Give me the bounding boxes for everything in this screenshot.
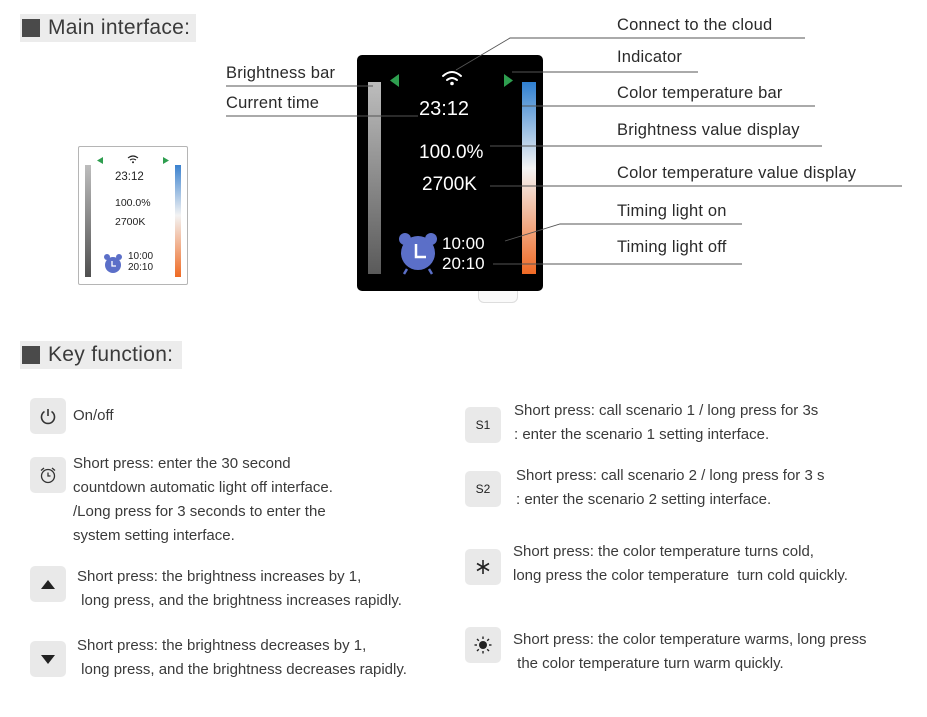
s2-key[interactable] (465, 471, 501, 507)
desc-line: Short press: the color temperature turns cold, (513, 543, 814, 560)
color-warm-key[interactable] (465, 627, 501, 663)
callout-color-temp-bar: Color temperature bar (617, 84, 783, 102)
callout-brightness-bar: Brightness bar (226, 64, 336, 82)
desc-line: long press, and the brightness increases rapidly. (77, 592, 402, 609)
desc-line: Short press: the brightness decreases by 1, (77, 637, 367, 654)
desc-line: : enter the scenario 1 setting interface. (514, 426, 770, 443)
s1-key[interactable] (465, 407, 501, 443)
clock-key[interactable] (30, 457, 66, 493)
color-temp-bar (522, 82, 536, 274)
brightness-up-desc (77, 565, 402, 613)
main-display-device (357, 55, 543, 291)
alarm-clock-icon (399, 233, 437, 274)
desc-line: Short press: call scenario 2 / long press for 3 s (516, 467, 825, 484)
callout-timing-on: Timing light on (617, 202, 727, 220)
desc-line: long press, and the brightness decreases rapidly. (77, 661, 407, 678)
desc-line: system setting interface. (73, 527, 235, 544)
power-key-desc (73, 404, 114, 428)
brightness-down-desc (77, 634, 407, 682)
callout-brightness-value: Brightness value display (617, 121, 800, 139)
triangle-down-icon (38, 649, 58, 669)
callout-indicator: Indicator (617, 48, 683, 66)
s1-key-desc (514, 399, 818, 447)
alarm-clock-icon (38, 465, 58, 485)
small-left-indicator-icon (97, 157, 103, 164)
desc-line: countdown automatic light off interface. (73, 479, 333, 496)
callout-current-time: Current time (226, 94, 320, 112)
header-square-icon (22, 19, 40, 37)
desc-line: : enter the scenario 2 setting interface. (516, 491, 772, 508)
desc-line: Short press: call scenario 1 / long press for 3s (514, 402, 819, 419)
triangle-up-icon (38, 574, 58, 594)
desc-line: long press the color temperature turn cold quickly. (513, 567, 848, 584)
small-brightness-value: 100.0% (115, 197, 151, 209)
power-icon (38, 406, 58, 426)
color-warm-desc (513, 628, 866, 676)
small-color-temp-bar (175, 165, 181, 277)
wifi-icon (443, 72, 461, 80)
brightness-down-key[interactable] (30, 641, 66, 677)
timer-on: 10:00 (442, 234, 485, 253)
s2-key-label: S2 (475, 482, 491, 496)
key-function-title: Key function: (48, 343, 174, 366)
small-device-preview (78, 146, 188, 285)
callout-cloud: Connect to the cloud (617, 16, 773, 34)
small-timer-off: 20:10 (128, 262, 154, 273)
main-interface-title: Main interface: (48, 16, 191, 39)
desc-line: Short press: the brightness increases by 1, (77, 568, 362, 585)
desc-line: Short press: enter the 30 second (73, 455, 291, 472)
sun-icon (473, 635, 493, 655)
right-indicator-icon (504, 74, 513, 87)
timer-off: 20:10 (442, 254, 485, 273)
s1-key-label: S1 (475, 418, 491, 432)
desc-line: the color temperature turn warm quickly. (513, 655, 784, 672)
callout-timing-off: Timing light off (617, 238, 727, 256)
brightness-up-key[interactable] (30, 566, 66, 602)
color-cold-desc (513, 540, 848, 588)
small-color-temp-value: 2700K (115, 216, 146, 228)
color-temp-value: 2700K (422, 174, 477, 195)
current-time: 23:12 (419, 98, 470, 120)
brightness-value: 100.0% (419, 142, 484, 163)
small-timer-on: 10:00 (128, 251, 154, 262)
callout-color-temp-value: Color temperature value display (617, 164, 857, 182)
s2-key-desc (516, 464, 824, 512)
desc-line: On/off (73, 407, 114, 424)
brightness-bar (368, 82, 381, 274)
small-right-indicator-icon (163, 157, 169, 164)
power-key[interactable] (30, 398, 66, 434)
small-wifi-icon (128, 156, 138, 160)
small-current-time: 23:12 (115, 171, 144, 183)
desc-line: /Long press for 3 seconds to enter the (73, 503, 326, 520)
snowflake-icon (473, 557, 493, 577)
clock-key-desc (73, 452, 333, 548)
small-alarm-clock-icon (104, 254, 122, 273)
left-indicator-icon (390, 74, 399, 87)
small-brightness-bar (85, 165, 91, 277)
color-cold-key[interactable] (465, 549, 501, 585)
header-square-icon (22, 346, 40, 364)
desc-line: Short press: the color temperature warms, long press (513, 631, 867, 648)
key-function-header (20, 341, 182, 369)
main-interface-header (20, 14, 196, 42)
